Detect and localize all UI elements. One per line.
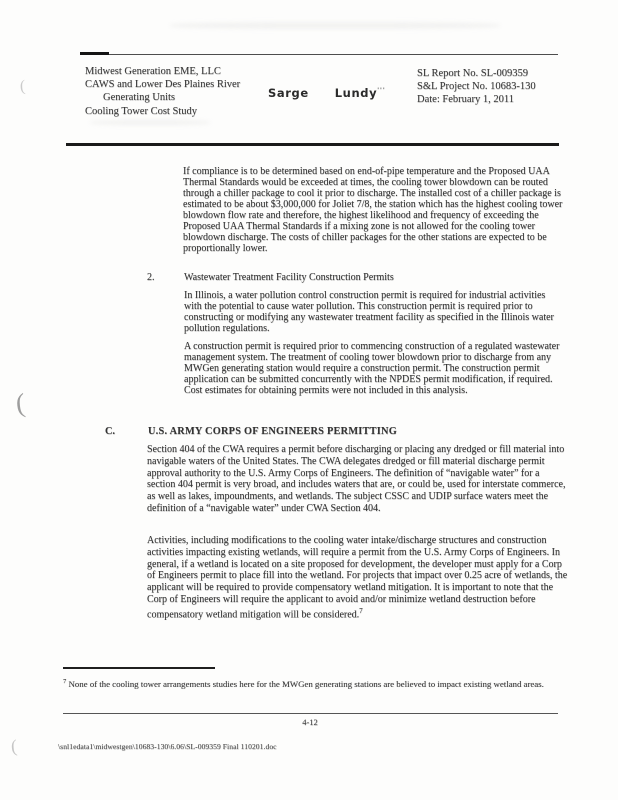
sargent-lundy-logo <box>268 86 386 100</box>
item-2-paragraph-2: A construction permit is required prior to commencing construction of a regulated wastewater management system. The treatment of cooling tower blowdown prior to discharge from any MWGen generating station would require a construction permit. The construction permit application can be submitted concurrently with the NPDES permit modification, if required. Cost estimates for obtaining permits were not included in this analysis. <box>184 341 560 396</box>
project-line-2: Generating Units <box>103 92 176 104</box>
list-item-2-number: 2. <box>147 272 155 283</box>
project-line-1: CAWS and Lower Des Plaines River <box>85 79 241 91</box>
section-c-letter: C. <box>105 426 116 437</box>
footnote-separator-rule <box>63 667 215 669</box>
scan-streak <box>170 22 500 29</box>
document-path: \snl1edata1\midwestgen\10683-130\6.06\SL-009359 Final 110201.doc <box>58 742 277 751</box>
footnote-text: None of the cooling tower arrangements studies here for the MWGen generating stations are believed to impact existing wetland areas. <box>66 678 544 689</box>
header-top-rule <box>80 54 558 55</box>
footnote <box>63 676 564 690</box>
scan-mark-paren-bottom: ( <box>10 735 18 757</box>
project-number: S&L Project No. 10683-130 <box>417 81 536 93</box>
report-number: SL Report No. SL-009359 <box>417 68 529 79</box>
header-top-rule-dark-segment <box>80 52 109 55</box>
study-title: Cooling Tower Cost Study <box>85 105 197 117</box>
logo-text-left: Sarge <box>268 86 309 100</box>
footnote-marker: 7 <box>63 678 67 685</box>
scan-mark-paren-top: ( <box>19 77 26 96</box>
header-bottom-rule <box>66 143 559 146</box>
section-c-heading: U.S. ARMY CORPS OF ENGINEERS PERMITTING <box>148 426 397 437</box>
report-title-block <box>85 65 240 118</box>
section-c-paragraph-1: Section 404 of the CWA requires a permit before discharging or placing any dredged or fill material into navigable waters of the United States. The CWA delegates dredged or fill material discharge permit approval authority to the U.S. Army Corps of Engineers. The definition of “navigable water” for a section 404 permit is very broad, and includes waters that are, or could be, used for interstate commerce, as well as lakes, impoundments, and wetlands. The subject CSSC and UDIP surface waters meet the definition of a “navigable water” under CWA Section 404. <box>147 444 566 514</box>
list-item-2-title: Wastewater Treatment Facility Construction Permits <box>184 272 394 283</box>
section-c-paragraph-2: Activities, including modifications to the cooling water intake/discharge structures and construction activities impacting existing wetlands, will require a permit from the U.S. Army Corps of Engineers. In general, if a wetland is located on a site proposed for development, the developer must apply for a Corp of Engineers permit to place fill into the wetland. For projects that impact over 0.25 acre of wetlands, the applicant will be required to provide compensatory wetland mitigation. It is important to note that the Corp of Engineers will require the applicant to avoid and/or minimize wetland destruction before compensatory wetland mitigation will be considered.$^7$ <box>147 535 568 621</box>
footnote-reference: 7 <box>359 606 363 615</box>
report-date: Date: February 1, 2011 <box>417 94 515 106</box>
scan-streak <box>90 120 210 125</box>
logo-text-right: Lundy''' <box>334 86 386 100</box>
logo-trademark-marks: ''' <box>377 87 386 95</box>
company-name: Midwest Generation EME, LLC <box>85 66 221 77</box>
page-number: 4-12 <box>302 717 318 727</box>
intro-paragraph: If compliance is to be determined based on end-of-pipe temperature and the Proposed UAA Thermal Standards would be exceeded at times, the cooling tower blowdown can be routed through a chiller package to cool it prior to discharge. The installed cost of a chiller package is estimated to be about $3,000,000 for Joliet 7/8, the station which has the highest cooling tower blowdown flow rate and therefore, the highest likelihood and frequency of exceeding the Proposed UAA Thermal Standards if a mixing zone is not allowed for the cooling tower blowdown discharge. The costs of chiller packages for the other stations are expected to be proportionally lower. <box>183 166 563 254</box>
report-info-block <box>417 67 536 107</box>
footer-rule <box>63 713 558 714</box>
scan-mark-paren-middle: ( <box>14 387 27 419</box>
item-2-paragraph-1: In Illinois, a water pollution control construction permit is required for industrial activities with the potential to cause water pollution. This construction permit is required prior to constructing or modifying any wastewater treatment facility as specified in the Illinois water pollution regulations. <box>184 290 554 334</box>
